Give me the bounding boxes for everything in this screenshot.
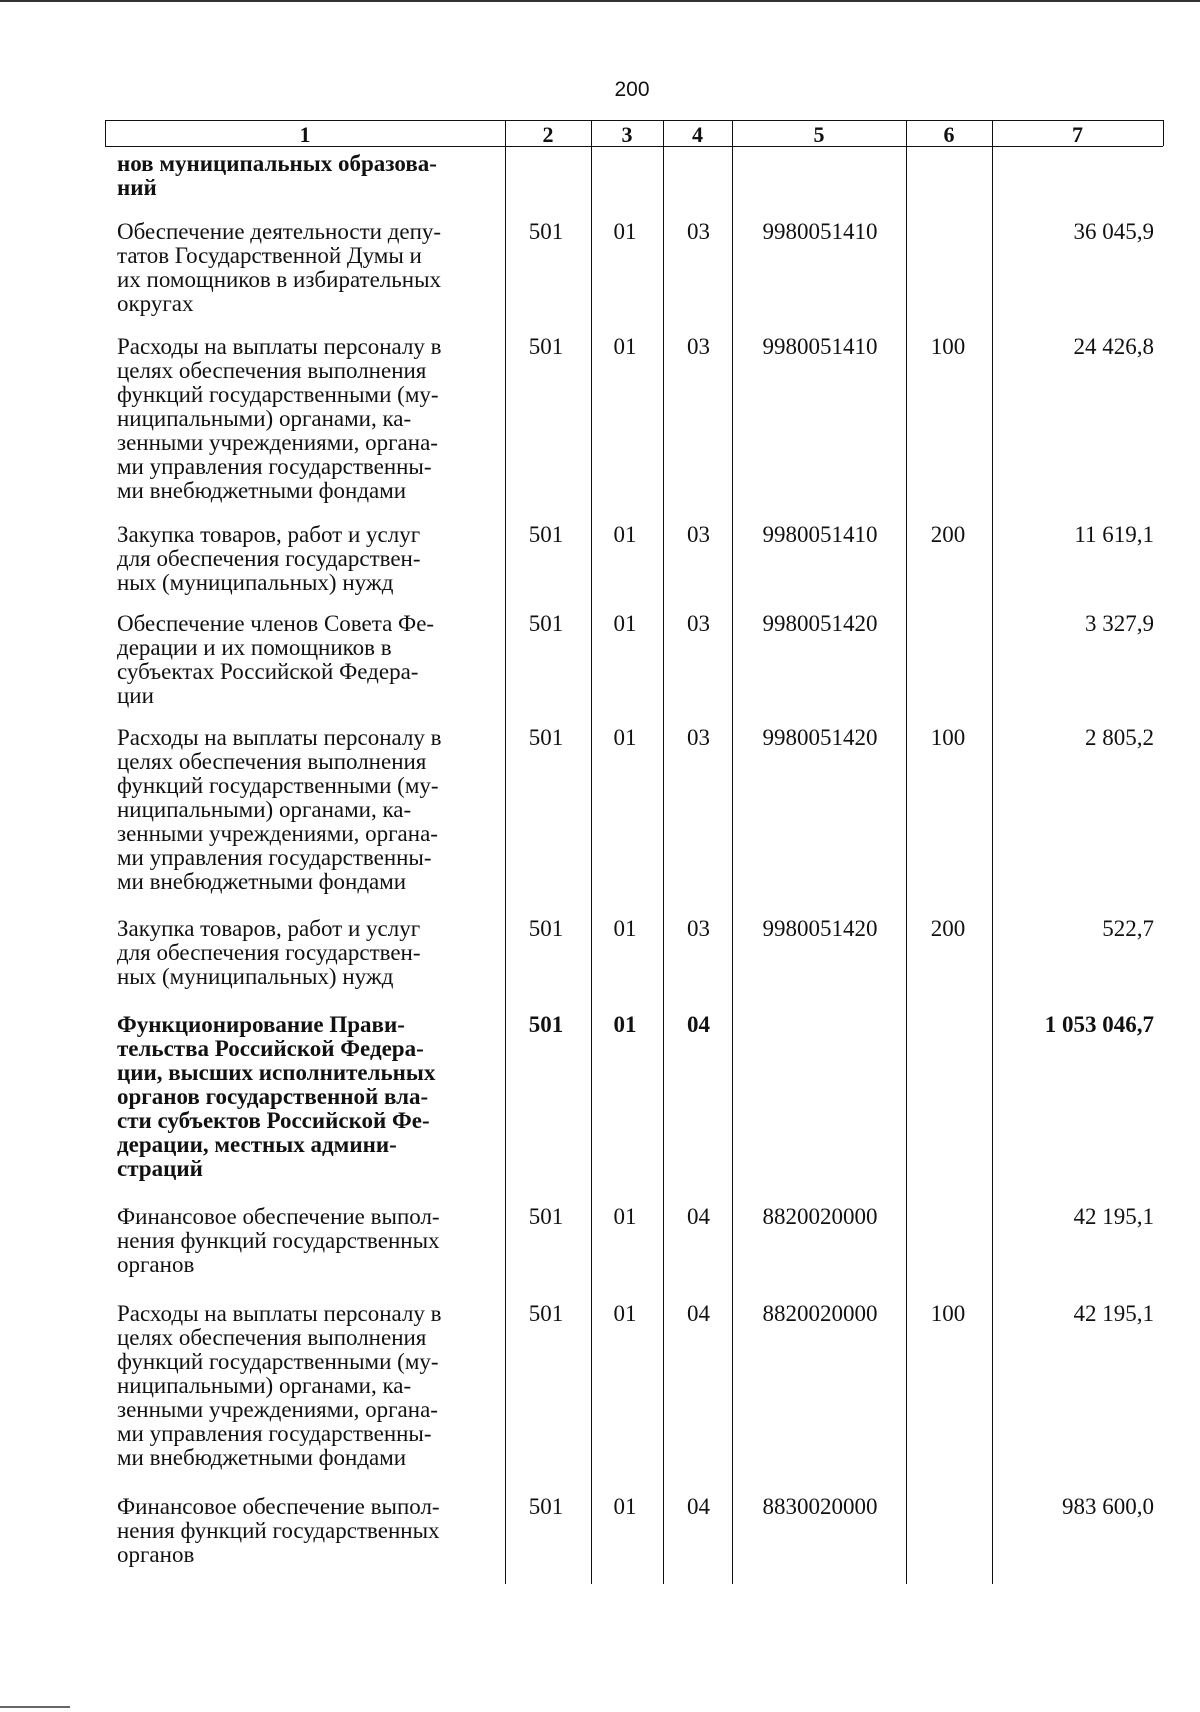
scan-bottom-edge: [0, 1706, 70, 1708]
row-c7-value: 11 619,1: [1074, 522, 1154, 547]
row-name: Расходы на выплаты персоналу в целях обеспечения выполнения функций государственными (му- ниципальными) органами, ка- зенными учреждениями, органа- ми управления государственны- ми внебюджетными фондами: [117, 725, 442, 894]
row-c2-value: 501: [528, 1012, 564, 1037]
row-c4-value: 03: [687, 334, 710, 359]
column-divider: [663, 120, 664, 1584]
row-name: Обеспечение деятельности депу- татов Государственной Думы и их помощников в избирательных округах: [117, 219, 442, 316]
row-c3-value: 01: [613, 1301, 637, 1326]
row-c5-value: 9980051410: [762, 334, 878, 359]
row-name: Закупка товаров, работ и услуг для обеспечения государствен- ных (муниципальных) нужд: [117, 522, 421, 595]
column-header: 2: [542, 122, 554, 147]
row-c5-value: 9980051420: [762, 916, 878, 941]
column-divider: [732, 120, 733, 1584]
column-header: 5: [813, 122, 825, 147]
row-c5-value: 8820020000: [762, 1204, 878, 1229]
table-right-border: [1163, 120, 1164, 146]
column-divider: [505, 120, 506, 1584]
scan-top-edge: [0, 0, 1200, 2]
page-number: 200: [614, 78, 650, 101]
row-c4-value: 03: [687, 522, 710, 547]
row-c4-value: 03: [687, 611, 710, 636]
row-c7-value: 522,7: [1102, 916, 1154, 941]
row-c7-value: 24 426,8: [1073, 334, 1154, 359]
row-c3-value: 01: [613, 916, 637, 941]
row-name: Расходы на выплаты персоналу в целях обеспечения выполнения функций государственными (му- ниципальными) органами, ка- зенными учреждениями, органа- ми управления государственны- ми внебюджетными фондами: [117, 1301, 442, 1470]
row-c6-value: 200: [930, 522, 966, 547]
column-divider: [906, 120, 907, 1584]
row-c3-value: 01: [613, 1204, 637, 1229]
row-c6-value: 100: [930, 725, 966, 750]
row-c7-value: 3 327,9: [1085, 611, 1154, 636]
row-c7-value: 1 053 046,7: [1044, 1012, 1154, 1037]
row-name: Обеспечение членов Совета Фе- дерации и их помощников в субъектах Российской Федера- ции: [117, 611, 435, 708]
column-header: 6: [943, 122, 955, 147]
row-name: Расходы на выплаты персоналу в целях обеспечения выполнения функций государственными (му- ниципальными) органами, ка- зенными учреждениями, органа- ми управления государственны- ми внебюджетными фондами: [117, 334, 442, 503]
row-c2-value: 501: [528, 334, 564, 359]
row-c2-value: 501: [528, 1204, 564, 1229]
column-header: 1: [299, 122, 311, 147]
row-c5-value: 9980051410: [762, 522, 878, 547]
row-c6-value: 100: [930, 1301, 966, 1326]
row-c2-value: 501: [528, 725, 564, 750]
row-c7-value: 2 805,2: [1085, 725, 1154, 750]
row-name: Финансовое обеспечение выпол- нения функций государственных органов: [117, 1494, 440, 1567]
row-c3-value: 01: [613, 1494, 637, 1519]
row-c4-value: 04: [687, 1494, 710, 1519]
row-c4-value: 03: [687, 219, 710, 244]
row-c2-value: 501: [528, 219, 564, 244]
row-c6-value: 100: [930, 334, 966, 359]
row-c2-value: 501: [528, 611, 564, 636]
row-name: Закупка товаров, работ и услуг для обеспечения государствен- ных (муниципальных) нужд: [117, 916, 421, 989]
row-c3-value: 01: [613, 334, 637, 359]
row-c4-value: 04: [687, 1204, 710, 1229]
row-name: нов муниципальных образова- ний: [117, 151, 437, 200]
row-c5-value: 8830020000: [762, 1494, 878, 1519]
table-top-border: [105, 120, 1163, 121]
row-c4-value: 04: [687, 1301, 710, 1326]
row-c2-value: 501: [528, 1301, 564, 1326]
column-header: 3: [621, 122, 633, 147]
row-c3-value: 01: [613, 1012, 637, 1037]
column-header: 4: [692, 122, 703, 147]
row-c4-value: 03: [687, 725, 710, 750]
row-c3-value: 01: [613, 522, 637, 547]
row-c5-value: 9980051420: [762, 611, 878, 636]
row-c7-value: 42 195,1: [1073, 1204, 1154, 1229]
row-c7-value: 42 195,1: [1073, 1301, 1154, 1326]
row-c5-value: 9980051410: [762, 219, 878, 244]
column-divider: [992, 120, 993, 1584]
row-c2-value: 501: [528, 1494, 564, 1519]
row-name: Финансовое обеспечение выпол- нения функций государственных органов: [117, 1204, 440, 1277]
row-c4-value: 03: [687, 916, 710, 941]
row-c4-value: 04: [687, 1012, 710, 1037]
row-c3-value: 01: [613, 725, 637, 750]
row-c5-value: 8820020000: [762, 1301, 878, 1326]
row-c3-value: 01: [613, 219, 637, 244]
row-c2-value: 501: [528, 522, 564, 547]
row-c5-value: 9980051420: [762, 725, 878, 750]
row-c7-value: 983 600,0: [1062, 1494, 1154, 1519]
row-name: Функционирование Прави- тельства Российской Федера- ции, высших исполнительных органов государственной вла- сти субъектов Российской Фе- дерации, местных админи- страций: [117, 1012, 436, 1181]
row-c3-value: 01: [613, 611, 637, 636]
row-c7-value: 36 045,9: [1073, 219, 1154, 244]
column-header: 7: [1072, 122, 1083, 147]
row-c6-value: 200: [930, 916, 966, 941]
row-c2-value: 501: [528, 916, 564, 941]
